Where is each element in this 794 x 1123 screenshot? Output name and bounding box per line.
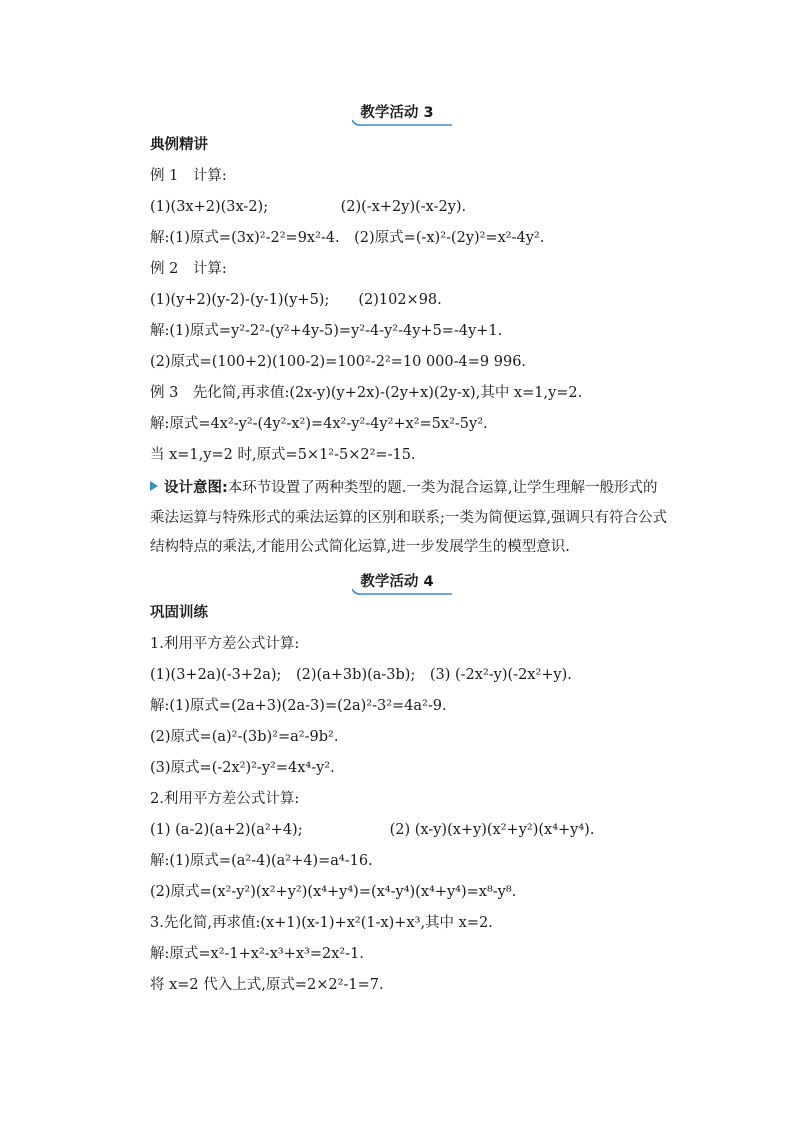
section-heading-practice: 巩固训练 [150,605,208,621]
text-line: (2)原式=(100+2)(100-2)=100²-2²=10 000-4=9 996. [150,354,527,370]
text-line: 解:(1)原式=y²-2²-(y²+4y-5)=y²-4-y²-4y+5=-4y+1. [150,323,503,339]
text-line: 1.利用平方差公式计算: [150,636,300,652]
text-line: 解:原式=4x²-y²-(4y²-x²)=4x²-y²-4y²+x²=5x²-5y². [150,416,488,432]
activity-4-heading [0,570,794,593]
design-intent-label: 设计意图: [164,480,228,496]
text-line: 例 2 计算: [150,261,227,277]
activity-3-title: 教学活动 3 [360,105,434,121]
section-heading-examples: 典例精讲 [150,137,208,153]
text-line: 解:原式=x²-1+x²-x³+x³=2x²-1. [150,946,364,962]
text-line: (1)(y+2)(y-2)-(y-1)(y+5); (2)102×98. [150,292,442,308]
triangle-bullet-icon [150,481,158,491]
text-line: 例 3 先化简,再求值:(2x-y)(y+2x)-(2y+x)(2y-x),其中 x=1,y=2. [150,385,583,401]
text-line: 解:(1)原式=(2a+3)(2a-3)=(2a)²-3²=4a²-9. [150,698,447,714]
activity-4-title: 教学活动 4 [360,574,434,590]
activity-3-heading [0,101,794,124]
text-line: 解:(1)原式=(a²-4)(a²+4)=a⁴-16. [150,853,373,869]
text-line: 2.利用平方差公式计算: [150,791,300,807]
text-line: (1) (a-2)(a+2)(a²+4); (2) (x-y)(x+y)(x²+y²)(x⁴+y⁴). [150,822,595,838]
text-line: 解:(1)原式=(3x)²-2²=9x²-4. (2)原式=(-x)²-(2y)²=x²-4y². [150,230,545,246]
text-line: 3.先化简,再求值:(x+1)(x-1)+x²(1-x)+x³,其中 x=2. [150,915,493,931]
text-line: (2)原式=(x²-y²)(x²+y²)(x⁴+y⁴)=(x⁴-y⁴)(x⁴+y⁴)=x⁸-y⁸. [150,884,517,900]
title-underline-decoration [352,588,452,596]
text-line: (1)(3+2a)(-3+2a); (2)(a+3b)(a-3b); (3) (-2x²-y)(-2x²+y). [150,667,572,683]
text-line: 将 x=2 代入上式,原式=2×2²-1=7. [150,977,384,993]
text-line: 例 1 计算: [150,168,227,184]
text-line: (2)原式=(a)²-(3b)²=a²-9b². [150,729,339,745]
title-underline-decoration [352,119,452,127]
text-line: 当 x=1,y=2 时,原式=5×1²-5×2²=-15. [150,447,416,463]
design-intent-paragraph [150,474,670,563]
design-intent-text: 本环节设置了两种类型的题.一类为混合运算,让学生理解一般形式的乘法运算与特殊形式的乘法运算的区别和联系;一类为简便运算,强调只有符合公式结构特点的乘法,才能用公式简化运算,进一步发展学生的模型意识. [150,480,667,555]
text-line: (3)原式=(-2x²)²-y²=4x⁴-y². [150,760,335,776]
text-line: (1)(3x+2)(3x-2); (2)(-x+2y)(-x-2y). [150,199,467,215]
